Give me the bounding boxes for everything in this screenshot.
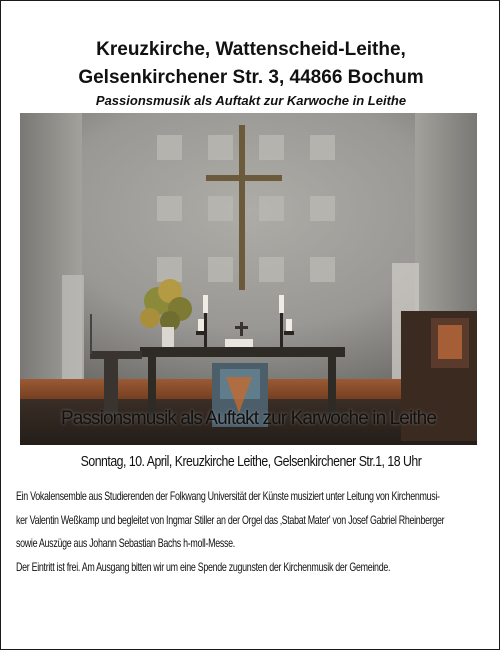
description-line-2: ker Valentin Weßkamp und begleitet von Ingmar Stiller an der Orgel das ‚Stabat Mater' von Josef Gabriel Rheinberger — [16, 512, 445, 527]
church-address-heading: Gelsenkirchener Str. 3, 44866 Bochum — [78, 67, 424, 88]
event-subtitle: Passionsmusik als Auftakt zur Karwoche in Leithe — [95, 93, 407, 108]
description-line-1: Ein Vokalensemble aus Studierenden der Folkwang Universität der Künste musiziert unter Leitung von Kirchenmusi- — [16, 489, 440, 503]
church-interior-photo — [20, 113, 477, 445]
photo-caption: Passionsmusik als Auftakt zur Karwoche in Leithe — [60, 408, 436, 429]
description-line-3: sowie Auszüge aus Johann Sebastian Bachs h-moll-Messe. — [16, 536, 235, 550]
event-description — [16, 485, 486, 579]
church-name-heading: Kreuzkirche, Wattenscheid-Leithe, — [96, 39, 406, 60]
admission-note: Der Eintritt ist frei. Am Ausgang bitten wir um eine Spende zugunsten der Kirchenmusik der Gemeinde. — [16, 559, 391, 574]
event-date-line: Sonntag, 10. April, Kreuzkirche Leithe, Gelsenkirchener Str.1, 18 Uhr — [80, 453, 422, 470]
